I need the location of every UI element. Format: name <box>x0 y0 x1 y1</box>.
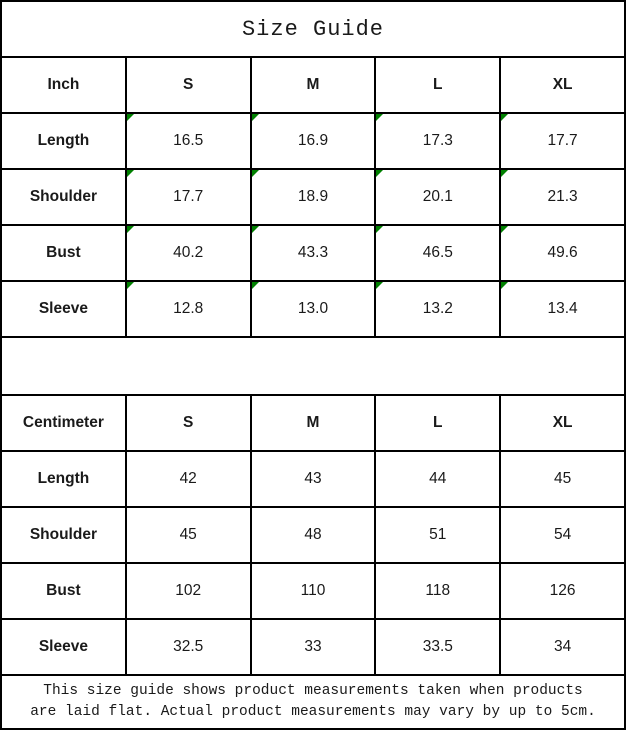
cm-header-size-s: S <box>126 395 251 451</box>
value-text: 17.7 <box>173 188 204 205</box>
size-value-cell <box>251 113 376 169</box>
cm-header-row <box>1 395 625 451</box>
inch-header-size-s: S <box>126 57 251 113</box>
row-label-cell: Length <box>1 113 126 169</box>
row-label-cell: Shoulder <box>1 169 126 225</box>
value-text: 18.9 <box>297 188 329 205</box>
green-triangle-icon <box>127 170 134 177</box>
value-text: 16.5 <box>173 132 204 149</box>
size-value-cell <box>500 169 625 225</box>
size-value-cell: 126 <box>500 563 625 619</box>
green-triangle-icon <box>501 170 508 177</box>
cm-shoulder-row <box>1 507 625 563</box>
inch-header-unit: Inch <box>1 57 126 113</box>
inch-header-row <box>1 57 625 113</box>
green-triangle-icon <box>252 282 259 289</box>
size-value-cell: 44 <box>375 451 500 507</box>
size-value-cell: 43 <box>251 451 376 507</box>
size-value-cell: 54 <box>500 507 625 563</box>
page-title: Size Guide <box>1 1 625 57</box>
size-value-cell <box>126 225 251 281</box>
cm-header-size-xl: XL <box>500 395 625 451</box>
size-value-cell: 34 <box>500 619 625 675</box>
value-text: 43.3 <box>297 244 329 261</box>
size-value-cell: 32.5 <box>126 619 251 675</box>
inch-shoulder-row <box>1 169 625 225</box>
value-text: 13.0 <box>297 300 329 317</box>
green-triangle-icon <box>252 226 259 233</box>
value-text: 21.3 <box>547 188 578 205</box>
inch-sleeve-row <box>1 281 625 337</box>
footer-note <box>1 675 625 729</box>
green-triangle-icon <box>127 114 134 121</box>
green-triangle-icon <box>376 114 383 121</box>
cm-header-unit: Centimeter <box>1 395 126 451</box>
green-triangle-icon <box>252 114 259 121</box>
size-value-cell <box>500 225 625 281</box>
size-value-cell <box>126 281 251 337</box>
green-triangle-icon <box>501 114 508 121</box>
footer-note-line-2: are laid flat. Actual product measurements may vary by up to 5cm. <box>30 704 596 720</box>
value-text: 17.3 <box>422 132 453 149</box>
size-value-cell <box>126 169 251 225</box>
size-value-cell <box>126 113 251 169</box>
size-value-cell: 45 <box>126 507 251 563</box>
size-value-cell <box>500 281 625 337</box>
green-triangle-icon <box>376 170 383 177</box>
title-row <box>1 1 625 57</box>
green-triangle-icon <box>501 282 508 289</box>
spacer-cell <box>1 337 625 395</box>
green-triangle-icon <box>376 226 383 233</box>
row-label-cell: Length <box>1 451 126 507</box>
size-value-cell: 48 <box>251 507 376 563</box>
cm-bust-row <box>1 563 625 619</box>
size-value-cell <box>375 225 500 281</box>
size-value-cell: 110 <box>251 563 376 619</box>
cm-header-size-l: L <box>375 395 500 451</box>
green-triangle-icon <box>127 226 134 233</box>
size-value-cell: 33 <box>251 619 376 675</box>
size-value-cell <box>251 225 376 281</box>
green-triangle-icon <box>127 282 134 289</box>
size-value-cell: 42 <box>126 451 251 507</box>
row-label-cell: Bust <box>1 563 126 619</box>
value-text: 13.2 <box>422 300 453 317</box>
size-value-cell <box>500 113 625 169</box>
size-value-cell <box>375 169 500 225</box>
size-value-cell <box>375 113 500 169</box>
green-triangle-icon <box>376 282 383 289</box>
value-text: 12.8 <box>173 300 204 317</box>
inch-header-size-l: L <box>375 57 500 113</box>
value-text: 17.7 <box>547 132 578 149</box>
inch-header-size-xl: XL <box>500 57 625 113</box>
green-triangle-icon <box>252 170 259 177</box>
size-value-cell: 33.5 <box>375 619 500 675</box>
footer-note-line-1: This size guide shows product measurements taken when products <box>43 682 583 699</box>
size-value-cell: 45 <box>500 451 625 507</box>
value-text: 20.1 <box>422 188 453 205</box>
value-text: 16.9 <box>297 132 329 149</box>
size-value-cell <box>375 281 500 337</box>
spacer-row <box>1 337 625 395</box>
footer-row <box>1 675 625 729</box>
row-label-cell: Sleeve <box>1 619 126 675</box>
size-value-cell <box>251 281 376 337</box>
size-value-cell: 118 <box>375 563 500 619</box>
size-value-cell: 51 <box>375 507 500 563</box>
cm-header-size-m: M <box>251 395 376 451</box>
row-label-cell: Sleeve <box>1 281 126 337</box>
value-text: 49.6 <box>547 244 578 261</box>
size-value-cell: 102 <box>126 563 251 619</box>
inch-bust-row <box>1 225 625 281</box>
cm-sleeve-row <box>1 619 625 675</box>
inch-length-row <box>1 113 625 169</box>
green-triangle-icon <box>501 226 508 233</box>
cm-length-row <box>1 451 625 507</box>
inch-header-size-m: M <box>251 57 376 113</box>
size-value-cell <box>251 169 376 225</box>
value-text: 13.4 <box>547 300 578 317</box>
row-label-cell: Shoulder <box>1 507 126 563</box>
value-text: 40.2 <box>173 244 204 261</box>
row-label-cell: Bust <box>1 225 126 281</box>
value-text: 46.5 <box>422 244 453 261</box>
